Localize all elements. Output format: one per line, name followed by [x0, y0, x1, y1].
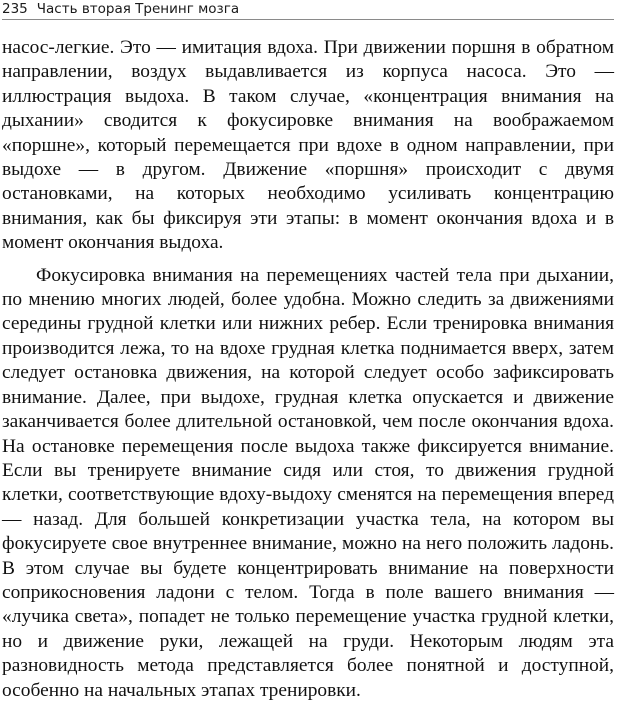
running-header: [2, 0, 614, 18]
running-title: Часть вторая Тренинг мозга: [36, 1, 240, 17]
header-rule: [2, 19, 614, 20]
body-text: [2, 36, 614, 703]
paragraph-continuation: насос-легкие. Это — имитация вдоха. При движении поршня в обратном направлении, воздух выдавливается из корпуса насоса. Это — иллюстрация выдоха. В таком случае, «концентрация внимания на дыхании» сводится к фокусировке внимания на воображаемом «поршне», который перемещается при вдохе в одном направлении, при выдохе — в другом. Движение «поршня» происходит с двумя остановками, на которых необходимо усиливать концентрацию внимания, как бы фиксируя эти этапы: в момент окончания вдоха и в момент окончания выдоха.: [2, 37, 614, 254]
paragraph: Фокусировка внимания на перемещениях частей тела при дыхании, по мнению многих людей, более удобна. Можно следить за движениями середины грудной клетки или нижних ребер. Если тренировка внимания производится лежа, то на вдохе грудная клетка поднимается вверх, затем следует остановка движения, на которой следует особо зафиксировать внимание. Далее, при выдохе, грудная клетка опускается и движение заканчивается более длительной остановкой, чем после окончания вдоха. На остановке перемещения после выдоха также фиксируется внимание. Если вы тренируете внимание сидя или стоя, то движения грудной клетки, соответствующие вдоху-выдоху сменятся на перемещения вперед — назад. Для большей конкретизации участка тела, на котором вы фокусируете свое внутреннее внимание, можно на него положить ладонь. В этом случае вы будете концентрировать внимание на поверхности соприкосновения ладони с телом. Тогда в поле вашего внимания — «лучика света», попадет не только перемещение участка грудной клетки, но и движение руки, лежащей на груди. Некоторым людям эта разновидность метода представляется более понятной и доступной, особенно на начальных этапах тренировки.: [2, 264, 614, 701]
page-number: 235: [2, 1, 28, 17]
